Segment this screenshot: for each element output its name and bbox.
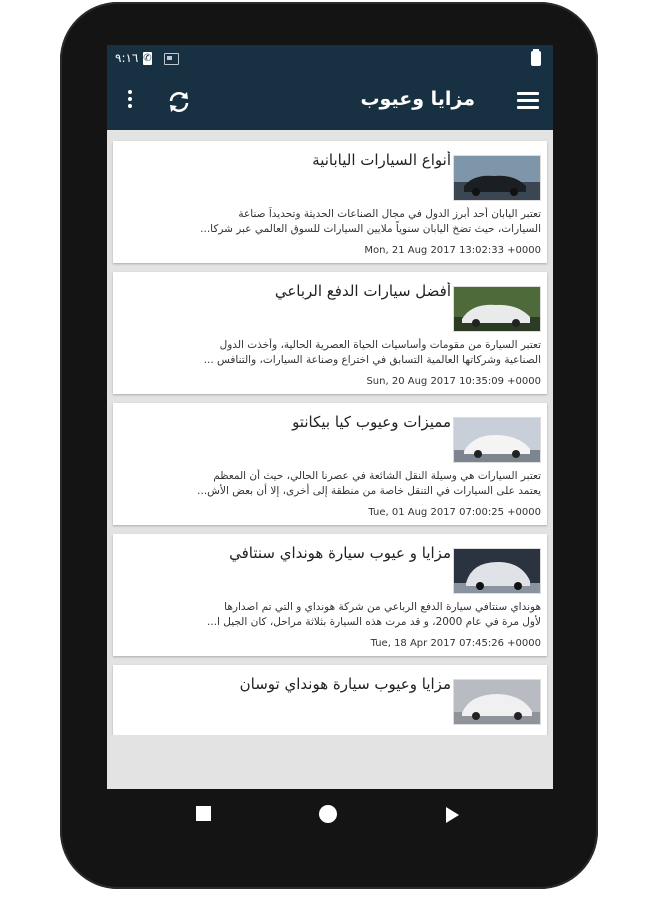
- battery-icon: [531, 51, 541, 66]
- article-title[interactable]: أفضل سيارات الدفع الرباعي: [274, 282, 451, 300]
- article-date: Sun, 20 Aug 2017 10:35:09 +0000: [366, 376, 541, 387]
- home-circle-icon[interactable]: [319, 805, 337, 823]
- article-snippet: تعتبر السيارة من مقومات وأساسيات الحياة العصرية الحالية، وأخذت الدول الصناعية وشركاتها العالمية التسابق في اختراع وصناعة السيارات، والتنافس ...: [203, 339, 541, 366]
- navigation-bar: [60, 790, 598, 840]
- status-time: ٩:١٦: [115, 51, 139, 65]
- article-title[interactable]: مميزات وعيوب كيا بيكانتو: [292, 413, 451, 431]
- status-bar: [107, 45, 553, 74]
- article-thumbnail: [453, 548, 541, 594]
- article-date: Tue, 01 Aug 2017 07:00:25 +0000: [368, 507, 541, 518]
- article-card[interactable]: [113, 665, 547, 735]
- article-thumbnail: [453, 155, 541, 201]
- article-date: Mon, 21 Aug 2017 13:02:33 +0000: [364, 245, 541, 256]
- article-title[interactable]: مزايا وعيوب سيارة هونداي توسان: [239, 675, 451, 693]
- article-title[interactable]: أنواع السيارات اليابانية: [312, 151, 451, 169]
- back-triangle-icon[interactable]: [446, 807, 459, 823]
- article-card[interactable]: [113, 534, 547, 656]
- article-snippet: تعتبر السيارات هي وسيلة النقل الشائعة في عصرنا الحالي، حيث أن المعظم يعتمد على السيارات في التنقل خاصة من منطقة إلى أخرى، إلا أن بعض الأش...: [197, 470, 541, 497]
- article-card[interactable]: [113, 272, 547, 394]
- hamburger-menu-icon[interactable]: [517, 92, 539, 110]
- article-snippet: تعتبر اليابان أحد أبرز الدول في مجال الصناعات الحديثة وتحديداً صناعة السيارات، حيث تضخ اليابان سنوياً ملايين السيارات للسوق العالمي عبر شركا...: [200, 208, 541, 235]
- whatsapp-icon: ✆: [143, 53, 152, 64]
- article-date: Tue, 18 Apr 2017 07:45:26 +0000: [370, 638, 541, 649]
- article-thumbnail: [453, 286, 541, 332]
- bottom-area: [107, 735, 553, 789]
- article-feed[interactable]: [107, 130, 553, 735]
- article-card[interactable]: [113, 141, 547, 263]
- app-bar: [107, 74, 553, 130]
- article-thumbnail: [453, 417, 541, 463]
- sim-icon: [164, 53, 179, 65]
- article-card[interactable]: [113, 403, 547, 525]
- article-thumbnail: [453, 679, 541, 725]
- recent-apps-square-icon[interactable]: [196, 806, 211, 821]
- article-title[interactable]: مزايا و عيوب سيارة هونداي سنتافي: [229, 544, 451, 562]
- screen: [107, 45, 553, 789]
- app-title: مزايا وعيوب: [360, 88, 475, 110]
- overflow-menu-icon[interactable]: [125, 90, 135, 114]
- article-snippet: هونداي سنتافي سيارة الدفع الرباعي من شركة هونداي و التي تم اصدارها لأول مرة في عام 2000، و قد مرت هذه السيارة بثلاثة مراحل، كان الجيل ا...: [206, 601, 541, 628]
- refresh-icon[interactable]: [165, 88, 193, 116]
